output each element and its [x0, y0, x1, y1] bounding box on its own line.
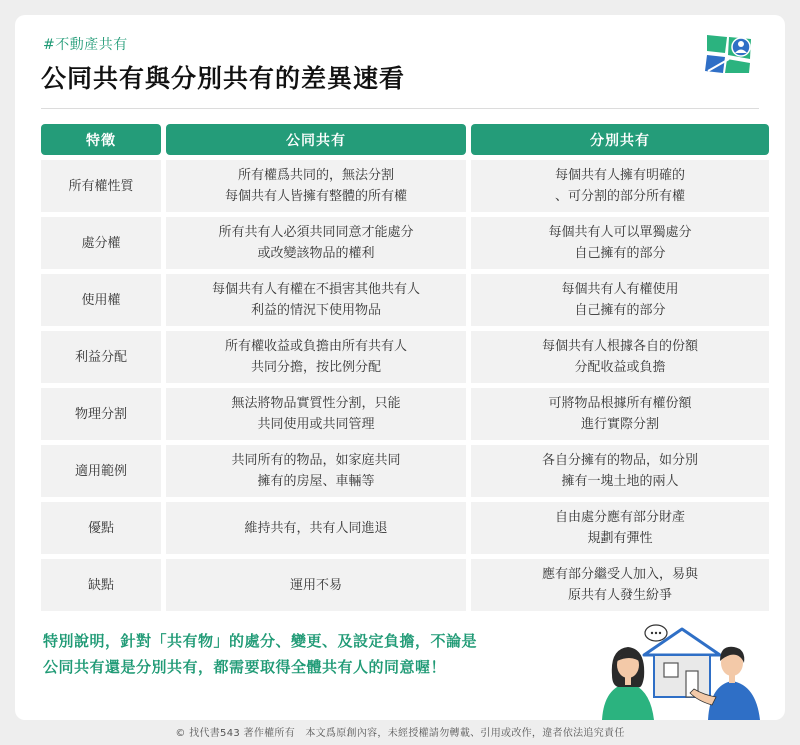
cell-line: 無法將物品實質性分割，只能	[231, 396, 401, 411]
separate-cell	[471, 274, 769, 326]
cell-line: 可將物品根據所有權份額	[548, 396, 692, 411]
separate-cell	[471, 445, 769, 497]
cell-line: 每個共有人可以單獨處分	[548, 225, 692, 240]
content-card	[15, 15, 785, 720]
cell-line: 規劃有彈性	[587, 531, 653, 546]
joint-cell	[166, 502, 466, 554]
cell-line: 維持共有，共有人同進退	[244, 520, 388, 536]
cell-line: 、可分割的部分所有權	[554, 189, 685, 204]
cell-line: 運用不易	[289, 577, 342, 593]
feature-cell: 使用權	[41, 274, 161, 326]
feature-cell: 物理分割	[41, 388, 161, 440]
cell-line: 利益的情況下使用物品	[250, 303, 381, 318]
cell-line: 擁有一塊土地的兩人	[561, 474, 679, 489]
couple-house-illustration	[582, 605, 782, 720]
brand-logo-icon[interactable]	[705, 33, 755, 75]
feature-cell: 適用範例	[41, 445, 161, 497]
divider	[41, 108, 759, 109]
table-row	[41, 160, 769, 212]
cell-line: 所有權爲共同的，無法分割	[237, 168, 394, 183]
cell-line: 自由處分應有部分財產	[554, 510, 685, 525]
table-row	[41, 502, 769, 554]
separate-cell	[471, 331, 769, 383]
comparison-table	[36, 119, 774, 616]
cell-line: 共同所有的物品，如家庭共同	[231, 453, 401, 468]
cell-line: 每個共有人皆擁有整體的所有權	[224, 189, 407, 204]
cell-line: 所有共有人必須共同同意才能處分	[218, 225, 414, 240]
table-row	[41, 388, 769, 440]
separate-cell	[471, 160, 769, 212]
feature-cell: 所有權性質	[41, 160, 161, 212]
cell-line: 每個共有人有權在不損害其他共有人	[211, 282, 420, 297]
feature-cell: 處分權	[41, 217, 161, 269]
cell-line: 自己擁有的部分	[574, 246, 666, 261]
cell-line: 自己擁有的部分	[574, 303, 666, 318]
header-joint-ownership: 公同共有	[166, 124, 466, 155]
note-line: 公同共有還是分別共有，都需要取得全體共有人的同意喔！	[43, 658, 447, 676]
category-tag[interactable]: #不動產共有	[43, 37, 128, 53]
table-header-row	[41, 124, 769, 155]
joint-cell	[166, 445, 466, 497]
feature-cell: 缺點	[41, 559, 161, 611]
header-separate-ownership: 分別共有	[471, 124, 769, 155]
separate-cell	[471, 559, 769, 611]
joint-cell	[166, 331, 466, 383]
cell-line: 擁有的房屋、車輛等	[257, 474, 375, 489]
cell-line: 每個共有人有權使用	[561, 282, 679, 297]
table-row	[41, 559, 769, 611]
cell-line: 每個共有人根據各自的份額	[541, 339, 698, 354]
cell-line: 應有部分繼受人加入，易與	[541, 567, 698, 582]
copyright-footer: © 找代書543 著作權所有 本文爲原創內容，未經授權請勿轉載、引用或改作，違者依法追究責任	[175, 728, 625, 739]
cell-line: 所有權收益或負擔由所有共有人	[224, 339, 407, 354]
separate-cell	[471, 502, 769, 554]
cell-line: 進行實際分割	[580, 417, 659, 432]
feature-cell: 利益分配	[41, 331, 161, 383]
table-row	[41, 445, 769, 497]
header-feature: 特徵	[41, 124, 161, 155]
cell-line: 每個共有人擁有明確的	[554, 168, 685, 183]
separate-cell	[471, 388, 769, 440]
joint-cell	[166, 559, 466, 611]
joint-cell	[166, 160, 466, 212]
joint-cell	[166, 217, 466, 269]
table-row	[41, 274, 769, 326]
cell-line: 共同分擔，按比例分配	[250, 360, 381, 375]
cell-line: 分配收益或負擔	[574, 360, 666, 375]
cell-line: 共同使用或共同管理	[257, 417, 375, 432]
cell-line: 各自分擁有的物品，如分別	[541, 453, 698, 468]
feature-cell: 優點	[41, 502, 161, 554]
note-line: 特別說明，針對「共有物」的處分、變更、及設定負擔，不論是	[43, 632, 478, 650]
joint-cell	[166, 388, 466, 440]
table-row	[41, 217, 769, 269]
cell-line: 或改變該物品的權利	[257, 246, 375, 261]
page-title: 公同共有與分別共有的差異速看	[41, 64, 406, 93]
cell-line: 原共有人發生紛爭	[567, 588, 672, 603]
separate-cell	[471, 217, 769, 269]
joint-cell	[166, 274, 466, 326]
special-note	[43, 628, 513, 680]
table-row	[41, 331, 769, 383]
